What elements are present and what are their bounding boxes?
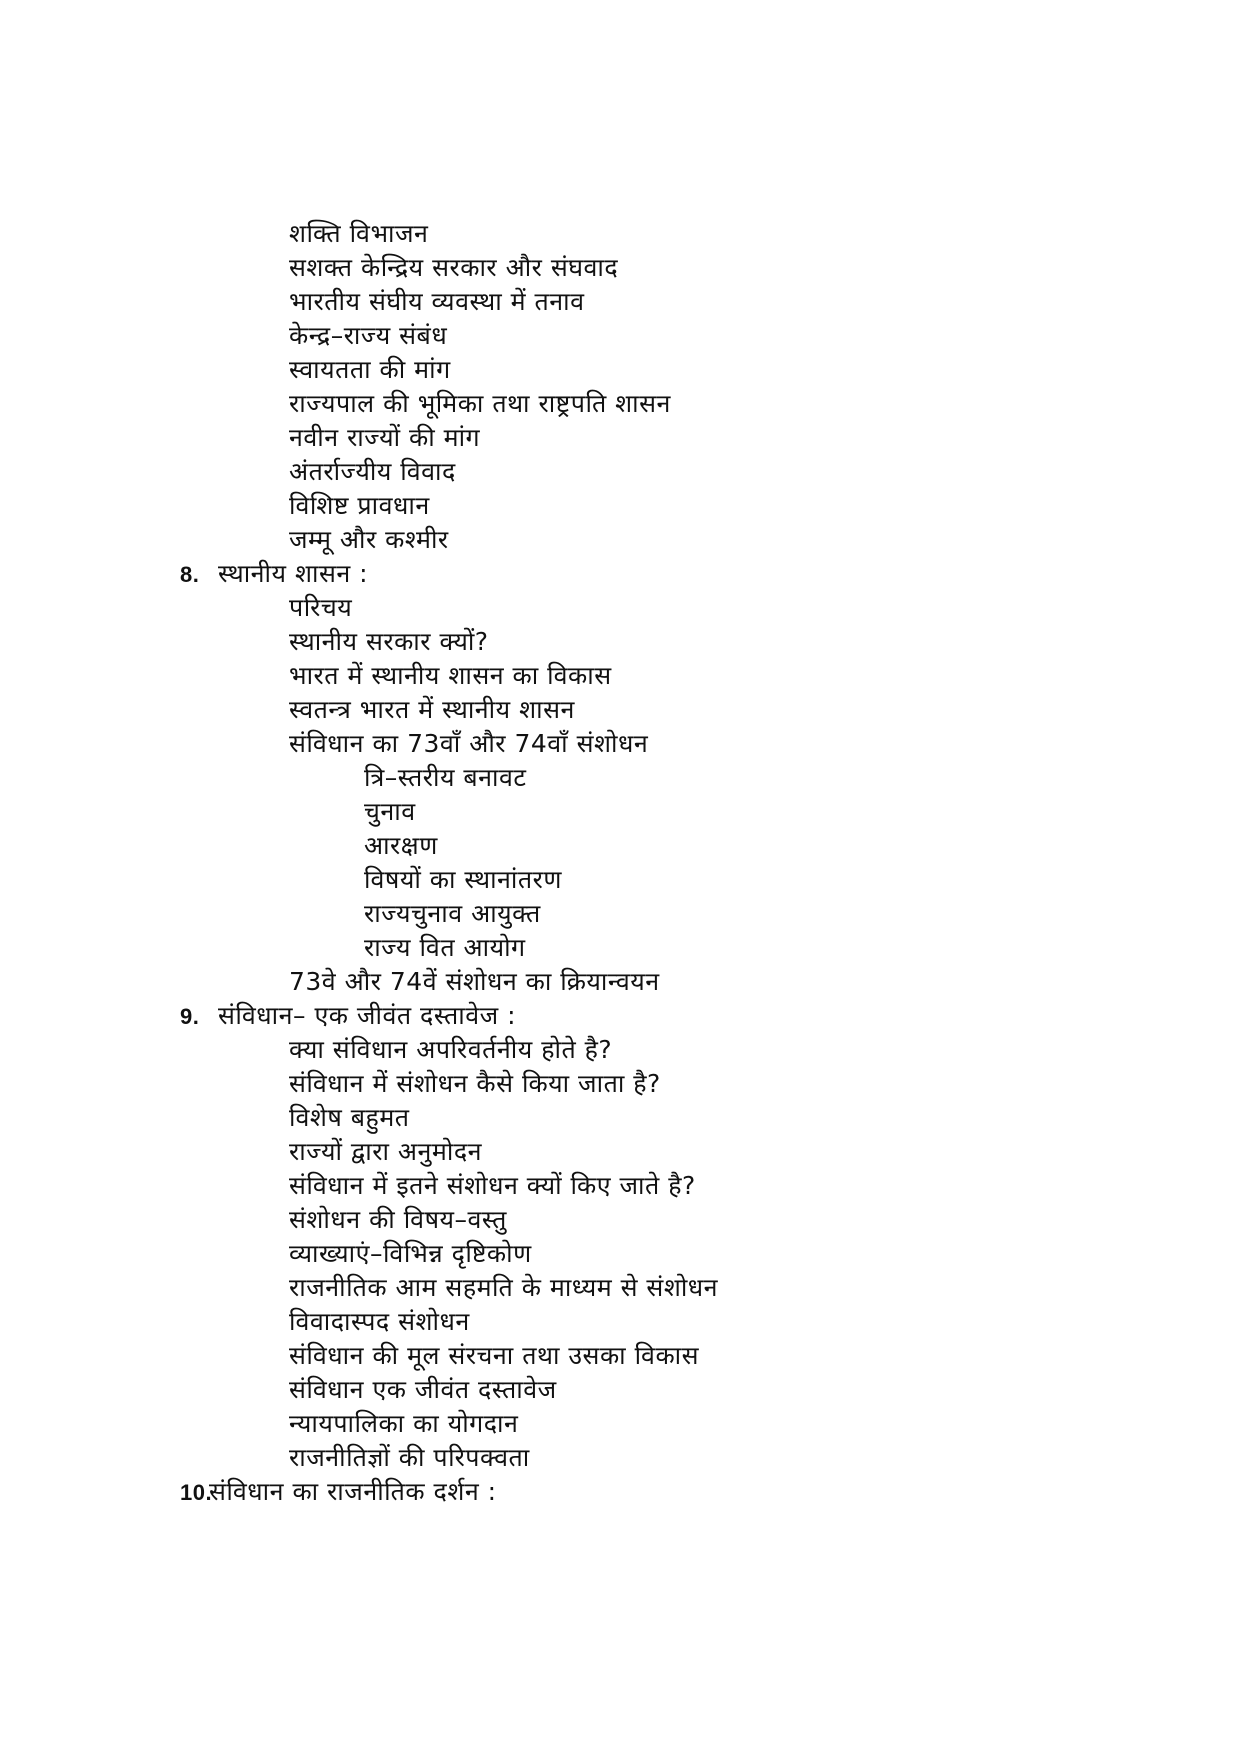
section-title: संविधान– एक जीवंत दस्तावेज : <box>218 1001 517 1030</box>
list-item: स्वायतता की मांग <box>289 355 451 384</box>
list-item: भारतीय संघीय व्यवस्था में तनाव <box>289 287 585 316</box>
list-item: शक्ति विभाजन <box>289 219 429 248</box>
sub-list-item: चुनाव <box>364 797 416 826</box>
list-item: विशेष बहुमत <box>289 1103 410 1132</box>
sub-list-item: राज्य वित आयोग <box>364 933 526 962</box>
list-item: संविधान में इतने संशोधन क्यों किए जाते है? <box>289 1171 696 1200</box>
list-item: व्याख्याएं–विभिन्न दृष्टिकोण <box>289 1239 532 1268</box>
list-item: विशिष्ट प्रावधान <box>289 491 430 520</box>
list-item: सशक्त केन्द्रिय सरकार और संघवाद <box>289 253 619 282</box>
sub-list-item: राज्यचुनाव आयुक्त <box>364 899 541 928</box>
list-item: राज्यपाल की भूमिका तथा राष्ट्रपति शासन <box>289 389 671 418</box>
list-item: भारत में स्थानीय शासन का विकास <box>289 661 612 690</box>
sub-list-item: आरक्षण <box>364 831 438 860</box>
section-heading-9 <box>180 999 516 1034</box>
section-number: 8. <box>180 562 200 587</box>
list-item: 73वे और 74वें संशोधन का क्रियान्वयन <box>289 967 660 996</box>
sub-list-item: विषयों का स्थानांतरण <box>364 865 562 894</box>
section-number: 9. <box>180 1004 200 1029</box>
list-item: नवीन राज्यों की मांग <box>289 423 481 452</box>
list-item: न्यायपालिका का योगदान <box>289 1409 519 1438</box>
list-item: संविधान में संशोधन कैसे किया जाता है? <box>289 1069 661 1098</box>
list-item: अंतर्राज्यीय विवाद <box>289 457 456 486</box>
section-heading-8 <box>180 557 368 592</box>
list-item: स्थानीय सरकार क्यों? <box>289 627 489 656</box>
section-title: स्थानीय शासन : <box>218 559 369 588</box>
list-item: जम्मू और कश्मीर <box>289 525 449 554</box>
list-item: विवादास्पद संशोधन <box>289 1307 470 1336</box>
list-item: राजनीतिक आम सहमति के माध्यम से संशोधन <box>289 1273 719 1302</box>
list-item: संविधान एक जीवंत दस्तावेज <box>289 1375 557 1404</box>
section-title: संविधान का राजनीतिक दर्शन : <box>209 1477 497 1506</box>
list-item: स्वतन्त्र भारत में स्थानीय शासन <box>289 695 575 724</box>
list-item: क्या संविधान अपरिवर्तनीय होते है? <box>289 1035 613 1064</box>
list-item: संविधान का 73वाँ और 74वाँ संशोधन <box>289 729 649 758</box>
list-item: केन्द्र–राज्य संबंध <box>289 321 448 350</box>
list-item: संविधान की मूल संरचना तथा उसका विकास <box>289 1341 700 1370</box>
list-item: राज्यों द्वारा अनुमोदन <box>289 1137 482 1166</box>
list-item: परिचय <box>289 593 353 622</box>
section-number: 10. <box>180 1480 213 1505</box>
sub-list-item: त्रि–स्तरीय बनावट <box>364 763 527 792</box>
list-item: संशोधन की विषय–वस्तु <box>289 1205 507 1234</box>
section-heading-10 <box>180 1475 497 1510</box>
list-item: राजनीतिज्ञों की परिपक्वता <box>289 1443 530 1472</box>
